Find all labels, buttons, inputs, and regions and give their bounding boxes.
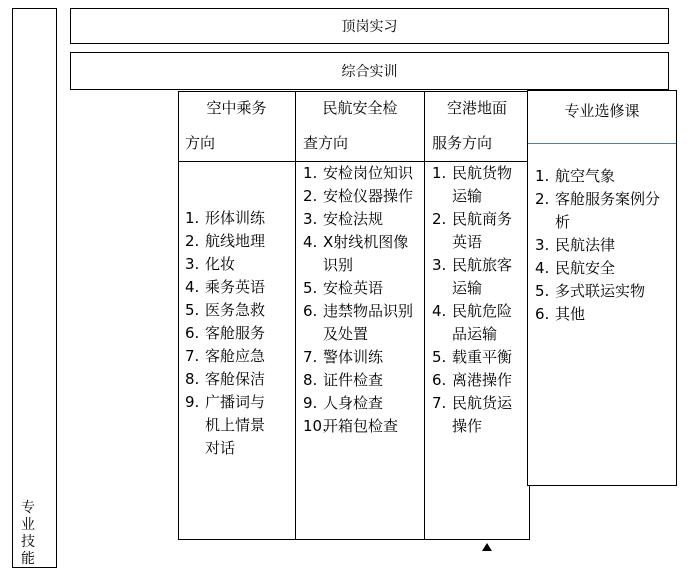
list-item: 4. 民航危险品运输: [432, 302, 513, 343]
list-item: 2. 客舱服务案例分析: [535, 190, 661, 231]
column-title-line1: 空港地面: [446, 99, 507, 117]
column-title-line2: 方向: [185, 134, 216, 152]
side-label: 专业技能: [21, 500, 35, 567]
column-header: [296, 91, 424, 161]
list-item: 3. 化妆: [185, 255, 236, 273]
course-list: [296, 162, 420, 438]
list-item: 2. 安检仪器操作: [303, 187, 414, 205]
list-item: 9. 广播词与机上情景对话: [185, 393, 266, 457]
column-title-line2: 服务方向: [432, 134, 493, 152]
list-item: 1. 民航货物运输: [432, 164, 513, 205]
training-label: 综合实训: [341, 64, 398, 80]
list-item: 7. 客舱应急: [185, 347, 266, 365]
arrow-up-icon: [482, 543, 492, 551]
course-list: [425, 162, 513, 438]
internship-box: [70, 8, 669, 44]
list-item: 2. 航线地理: [185, 232, 266, 250]
list-item: 1. 形体训练: [185, 209, 266, 227]
column-title-line1: 空中乘务: [206, 99, 267, 117]
column-security-check: [296, 91, 424, 435]
list-item: 9. 人身检查: [303, 394, 384, 412]
left-frame: [12, 8, 57, 568]
list-item: 8. 客舱保洁: [185, 370, 266, 388]
list-item: 7. 民航货运操作: [432, 394, 513, 435]
electives-box: [527, 90, 677, 486]
list-item: 6. 客舱服务: [185, 324, 266, 342]
list-item: 1. 安检岗位知识: [303, 164, 414, 182]
list-item: 4. X射线机图像识别: [303, 233, 409, 274]
electives-header-divider: [528, 143, 676, 144]
list-item: 6. 离港操作: [432, 371, 513, 389]
list-item: 4. 民航安全: [535, 259, 616, 277]
list-item: 2. 民航商务英语: [432, 210, 513, 251]
list-item: 1. 航空气象: [535, 167, 616, 185]
list-item: 4. 乘务英语: [185, 278, 266, 296]
electives-title: 专业选修课: [564, 102, 640, 120]
electives-list: [528, 165, 674, 326]
column-title-line2: 查方向: [303, 134, 349, 152]
column-title-line1: 民航安全检: [322, 99, 398, 117]
column-ground-service: [425, 91, 529, 435]
column-cabin-service: [178, 91, 295, 457]
list-item: 5. 安检英语: [303, 279, 384, 297]
list-item: 3. 民航法律: [535, 236, 616, 254]
list-item: 7. 警体训练: [303, 348, 384, 366]
internship-label: 顶岗实习: [341, 19, 398, 35]
list-item: 8. 证件检查: [303, 371, 384, 389]
list-item: 5. 医务急救: [185, 301, 266, 319]
list-item: 3. 安检法规: [303, 210, 384, 228]
list-item: 3. 民航旅客运输: [432, 256, 513, 297]
training-box: [70, 52, 669, 90]
list-item: 5. 载重平衡: [432, 348, 513, 366]
list-item: 5. 多式联运实物: [535, 282, 646, 300]
course-list: [178, 207, 295, 460]
list-item: 6. 违禁物品识别及处置: [303, 302, 414, 343]
list-item: 10. 开箱包检查: [303, 417, 399, 435]
column-header: [425, 91, 529, 161]
list-item: 6. 其他: [535, 305, 586, 323]
column-header: [178, 91, 295, 161]
